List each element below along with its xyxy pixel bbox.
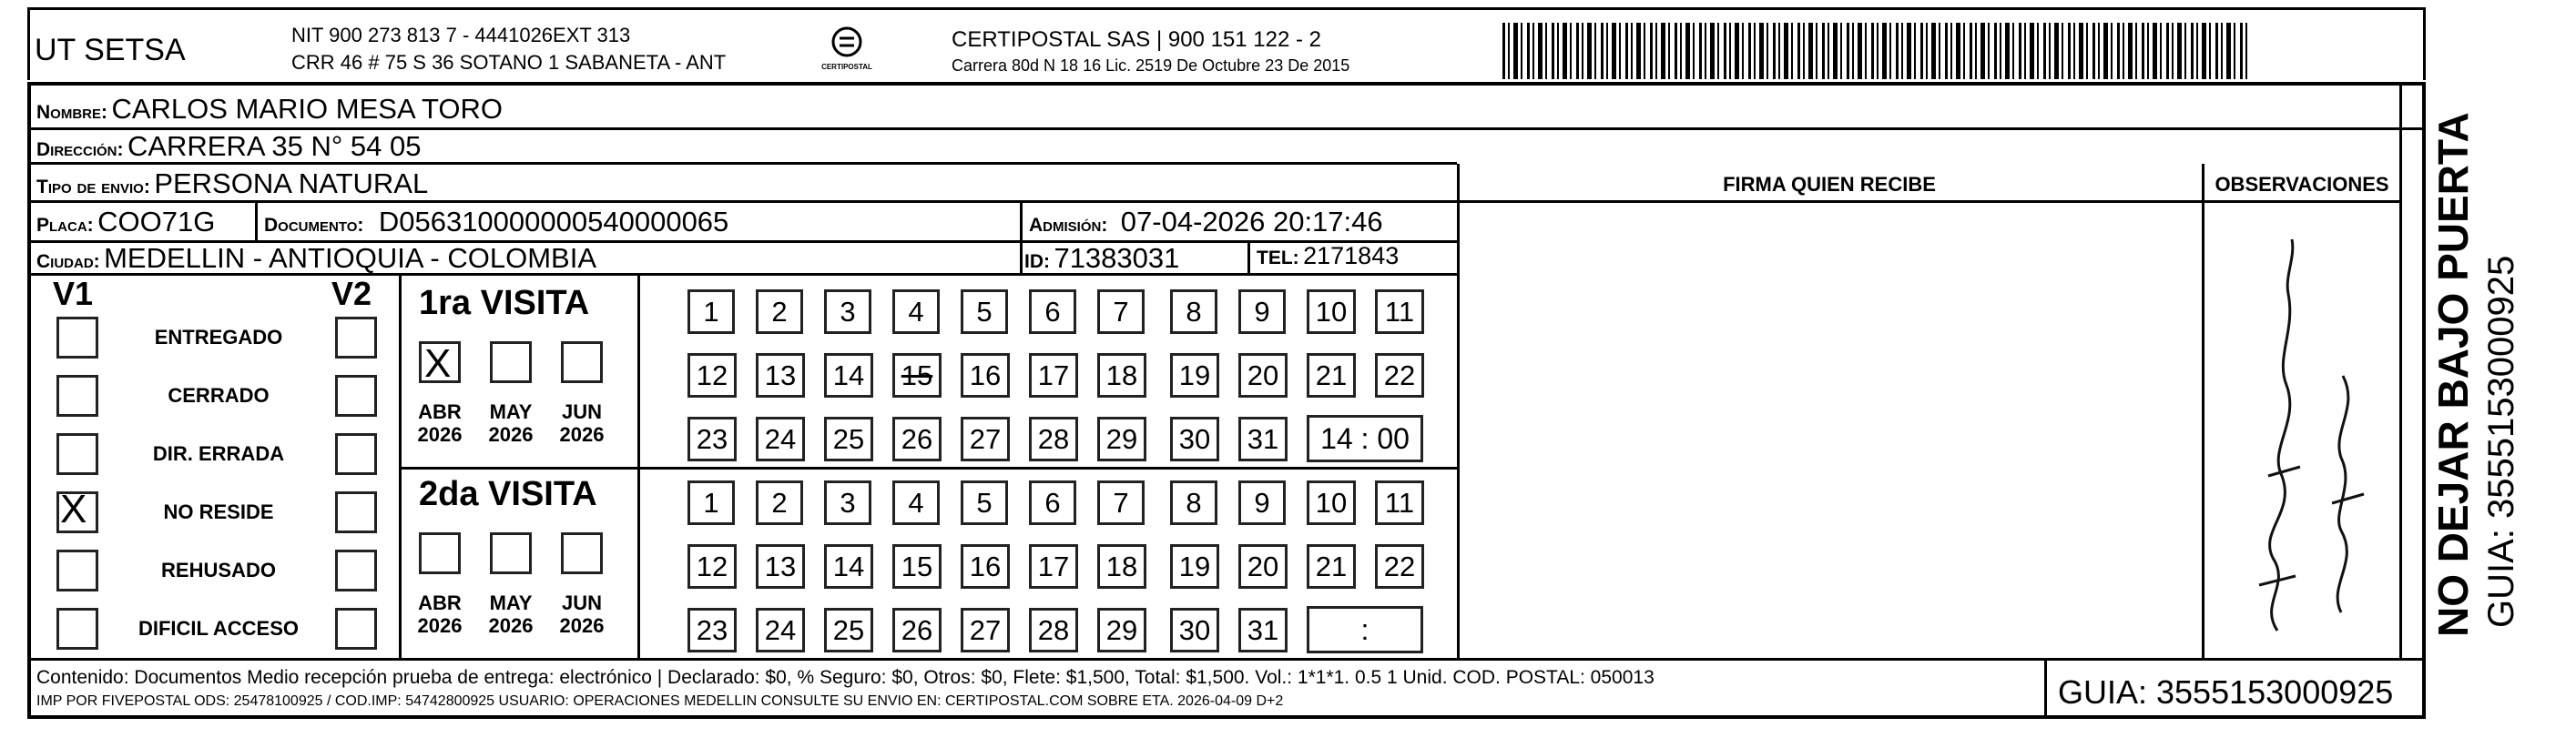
admission-label: Admisión: xyxy=(1029,215,1108,236)
tel-row xyxy=(1257,242,1399,270)
logo-text: CERTIPOSTAL xyxy=(821,63,872,71)
sender-address: CRR 46 # 75 S 36 SOTANO 1 SABANETA - ANT xyxy=(291,51,727,74)
year-label: 2026 xyxy=(559,423,605,446)
status-label: ENTREGADO xyxy=(154,326,283,349)
certipostal-logo xyxy=(815,25,879,78)
status-v1-checkbox[interactable] xyxy=(56,317,98,359)
status-v2-checkbox[interactable] xyxy=(335,433,377,475)
city-label: Ciudad: xyxy=(36,251,100,272)
v1-label: V1 xyxy=(53,275,94,312)
day-box[interactable]: 28 xyxy=(1029,608,1078,652)
day-box[interactable]: 9 xyxy=(1238,480,1286,525)
admission-value: 07-04-2026 20:17:46 xyxy=(1120,206,1383,238)
visit-month-checkbox[interactable] xyxy=(561,532,603,574)
month-label: JUN xyxy=(561,591,602,614)
id-label: ID: xyxy=(1024,251,1050,272)
day-box[interactable]: 7 xyxy=(1097,480,1145,525)
signature-header: FIRMA QUIEN RECIBE xyxy=(1723,173,1936,196)
status-v2-checkbox[interactable] xyxy=(335,608,377,650)
day-box[interactable]: 22 xyxy=(1375,353,1424,398)
day-box[interactable]: 19 xyxy=(1170,353,1219,398)
address-label: Dirección: xyxy=(36,139,124,160)
day-box[interactable]: 10 xyxy=(1307,480,1356,525)
day-box[interactable]: 21 xyxy=(1307,544,1356,589)
type-label: Tipo de envio: xyxy=(36,177,150,197)
tel-label: TEL: xyxy=(1257,248,1299,268)
day-box[interactable]: 12 xyxy=(687,544,737,589)
day-box[interactable]: 27 xyxy=(961,417,1010,461)
recipient-name: CARLOS MARIO MESA TORO xyxy=(111,93,503,125)
day-box[interactable]: 6 xyxy=(1029,480,1076,525)
day-box[interactable]: 17 xyxy=(1029,544,1078,589)
status-label: NO RESIDE xyxy=(163,500,274,523)
day-box[interactable]: 16 xyxy=(961,353,1010,398)
day-box[interactable]: 20 xyxy=(1238,544,1288,589)
day-box[interactable]: 3 xyxy=(824,480,871,525)
day-box[interactable]: 26 xyxy=(892,417,942,461)
status-label: DIFICIL ACCESO xyxy=(137,617,299,640)
day-box[interactable]: 28 xyxy=(1029,417,1078,461)
footer-content: Contenido: Documentos Medio recepción prueba de entrega: electrónico | Declarado: $0, % Seguro: $0, Otros: $0, Flete: $1,500, Total: $1,500. Vol.: 1*1*1. 0.5 1 Unid. COD. POSTAL: 050013 xyxy=(36,667,1655,688)
city-value: MEDELLIN - ANTIOQUIA - COLOMBIA xyxy=(104,242,596,274)
day-box[interactable]: 20 xyxy=(1238,353,1288,398)
status-v2-checkbox[interactable] xyxy=(335,491,377,533)
day-box[interactable]: 23 xyxy=(687,608,737,652)
plate-row xyxy=(36,206,215,238)
day-box[interactable]: 30 xyxy=(1170,417,1219,461)
name-row xyxy=(36,93,503,126)
side-guide: GUIA: 3555153000925 xyxy=(2481,255,2521,628)
status-v1-checkbox[interactable] xyxy=(56,550,98,591)
day-box[interactable]: 25 xyxy=(824,608,873,652)
day-box[interactable]: 3 xyxy=(824,289,871,334)
day-box[interactable]: 19 xyxy=(1170,544,1219,589)
sender-nit: NIT 900 273 813 7 - 4441026EXT 313 xyxy=(291,24,631,46)
status-v1-checkbox[interactable] xyxy=(56,433,98,475)
month-label: MAY xyxy=(489,400,533,423)
month-label: MAY xyxy=(489,591,533,614)
status-mark: X xyxy=(60,487,87,531)
day-box[interactable]: 4 xyxy=(892,289,940,334)
day-box[interactable]: 24 xyxy=(756,417,805,461)
day-box[interactable]: 18 xyxy=(1097,353,1146,398)
month-mark: X xyxy=(424,341,452,386)
address-row xyxy=(36,130,422,163)
day-box[interactable]: 1 xyxy=(687,480,735,525)
plate-value: COO71G xyxy=(97,206,216,238)
visit-time-field[interactable]: 14 : 00 xyxy=(1307,415,1423,462)
first-visit-label: 1ra VISITA xyxy=(419,284,590,322)
logo-icon xyxy=(827,25,867,58)
footer-guide: GUIA: 3555153000925 xyxy=(2058,673,2394,711)
second-visit-label: 2da VISITA xyxy=(419,475,597,513)
day-box[interactable]: 8 xyxy=(1170,289,1217,334)
handwritten-observations xyxy=(2204,203,2399,658)
footer-print-info: IMP POR FIVEPOSTAL ODS: 25478100925 / COD.IMP: 54742800925 USUARIO: OPERACIONES MEDELLIN CONSULTE SU ENVIO EN: CERTIPOSTAL.COM SOBRE ETA. 2026-04-09 D+2 xyxy=(36,693,1284,709)
month-label: ABR xyxy=(418,591,462,614)
day-box[interactable]: 9 xyxy=(1238,289,1286,334)
status-v1-checkbox[interactable] xyxy=(56,608,98,650)
year-label: 2026 xyxy=(559,614,605,637)
status-label: REHUSADO xyxy=(161,559,276,581)
id-row xyxy=(1024,242,1179,275)
day-box[interactable]: 13 xyxy=(756,544,805,589)
day-box[interactable]: 5 xyxy=(961,289,1008,334)
day-box[interactable]: 27 xyxy=(961,608,1010,652)
shipment-type: PERSONA NATURAL xyxy=(154,167,429,199)
visit-month-checkbox[interactable] xyxy=(490,341,532,383)
year-label: 2026 xyxy=(417,614,463,637)
day-box[interactable]: 11 xyxy=(1375,289,1424,334)
carrier-line: CERTIPOSTAL SAS | 900 151 122 - 2 xyxy=(952,27,1321,52)
day-box[interactable]: 30 xyxy=(1170,608,1219,652)
visit-month-checkbox[interactable] xyxy=(490,532,532,574)
year-label: 2026 xyxy=(488,614,534,637)
tel-value: 2171843 xyxy=(1303,242,1400,269)
day-box[interactable]: 15 xyxy=(892,544,942,589)
day-box[interactable]: 2 xyxy=(756,289,803,334)
sender-name: UT SETSA xyxy=(35,33,186,67)
day-box[interactable]: 24 xyxy=(756,608,805,652)
day-box[interactable]: 2 xyxy=(756,480,803,525)
day-box[interactable]: 21 xyxy=(1307,353,1356,398)
day-box[interactable]: 16 xyxy=(961,544,1010,589)
document-row xyxy=(264,206,728,238)
visit-time-field[interactable]: : xyxy=(1307,606,1423,653)
day-box[interactable]: 26 xyxy=(892,608,942,652)
day-box[interactable]: 14 xyxy=(824,544,873,589)
status-label: DIR. ERRADA xyxy=(152,442,285,465)
day-box[interactable]: 15 xyxy=(892,353,942,398)
status-v2-checkbox[interactable] xyxy=(335,550,377,591)
day-box[interactable]: 29 xyxy=(1097,608,1146,652)
day-box[interactable]: 11 xyxy=(1375,480,1424,525)
status-label: CERRADO xyxy=(168,384,270,407)
day-box[interactable]: 12 xyxy=(687,353,737,398)
month-label: JUN xyxy=(561,400,602,423)
document-label: Documento: xyxy=(264,215,364,236)
type-row xyxy=(36,167,428,200)
month-label: ABR xyxy=(418,400,462,423)
status-v2-checkbox[interactable] xyxy=(335,317,377,359)
day-box[interactable]: 23 xyxy=(687,417,737,461)
visit-month-checkbox[interactable] xyxy=(419,532,461,574)
day-box[interactable]: 8 xyxy=(1170,480,1217,525)
admission-row xyxy=(1029,206,1383,238)
city-row xyxy=(36,242,596,275)
recipient-address: CARRERA 35 N° 54 05 xyxy=(127,130,422,162)
day-box[interactable]: 13 xyxy=(756,353,805,398)
plate-label: Placa: xyxy=(36,215,94,236)
observations-header: OBSERVACIONES xyxy=(2215,173,2389,196)
day-box[interactable]: 6 xyxy=(1029,289,1076,334)
barcode xyxy=(1502,23,2249,79)
status-v2-checkbox[interactable] xyxy=(335,375,377,417)
status-v1-checkbox[interactable] xyxy=(56,375,98,417)
day-box[interactable]: 18 xyxy=(1097,544,1146,589)
name-label: Nombre: xyxy=(36,102,107,123)
visit-month-checkbox[interactable] xyxy=(561,341,603,383)
day-box[interactable]: 5 xyxy=(961,480,1008,525)
day-box[interactable]: 7 xyxy=(1097,289,1145,334)
id-value: 71383031 xyxy=(1054,242,1180,274)
day-box[interactable]: 10 xyxy=(1307,289,1356,334)
year-label: 2026 xyxy=(488,423,534,446)
day-box[interactable]: 14 xyxy=(824,353,873,398)
signature-area[interactable] xyxy=(1460,203,2202,658)
carrier-address: Carrera 80d N 18 16 Lic. 2519 De Octubre 23 De 2015 xyxy=(952,56,1350,75)
side-warning: NO DEJAR BAJO PUERTA xyxy=(2429,112,2477,637)
day-box[interactable]: 4 xyxy=(892,480,940,525)
year-label: 2026 xyxy=(417,423,463,446)
day-box[interactable]: 22 xyxy=(1375,544,1424,589)
day-box[interactable]: 29 xyxy=(1097,417,1146,461)
day-box[interactable]: 31 xyxy=(1238,608,1288,652)
day-box[interactable]: 17 xyxy=(1029,353,1078,398)
v2-label: V2 xyxy=(331,275,372,312)
day-box[interactable]: 25 xyxy=(824,417,873,461)
day-box[interactable]: 1 xyxy=(687,289,735,334)
day-box[interactable]: 31 xyxy=(1238,417,1288,461)
document-value: D056310000000540000065 xyxy=(378,206,729,238)
